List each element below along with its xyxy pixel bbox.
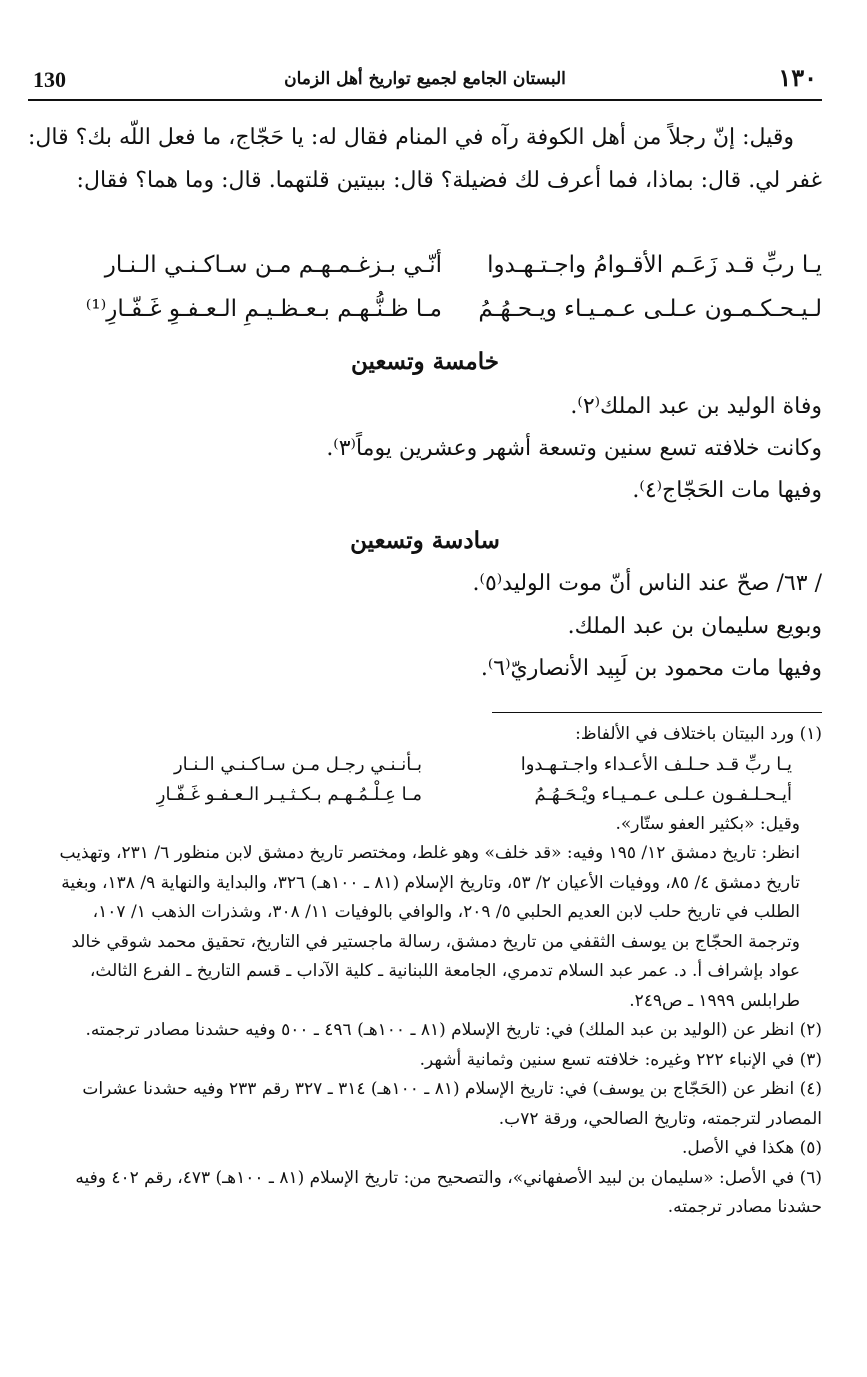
footnotes [40,720,822,1223]
footnote-5: (٥) هكذا في الأصل. [681,1138,822,1158]
footnote-6: (٦) في الأصل: «سليمان بن لبيد الأصفهاني»، والتصحيح من: تاريخ الإسلام (٨١ ـ ١٠٠هـ) ٤٧٣، رقم ٤٠٢ وفيه حشدنا مصادر ترجمته. [75,1167,822,1217]
footnote-1-intro: (١) ورد البيتان باختلاف في الألفاظ: [575,724,822,744]
section-heading-96: سادسة وتسعين [350,527,500,554]
section1-line-2: وكانت خلافته تسع سنين وتسعة أشهر وعشرين يوماً⁽٣⁾. [326,436,822,461]
verse-1-first-hemistich: يـا ربِّ قـد زَعَـم الأقـوامُ واجـتـهـدوا [487,252,822,278]
footnote-2: (٢) انظر عن (الوليد بن عبد الملك) في: تاريخ الإسلام (٨١ ـ ١٠٠هـ) ٤٩٦ ـ ٥٠٠ وفيه حشدنا مصادر ترجمته. [85,1020,822,1040]
footnote-1-variant: وقيل: «بكثير العفو ستّار». [615,813,800,834]
verse-1-second-hemistich: أنّـي بـزغـمـهـم مـن سـاكـنـي الـنـار [104,252,442,278]
footnote-3: (٣) في الإنباء ٢٢٢ وغيره: خلافته تسع سنين وثمانية أشهر. [419,1049,822,1070]
page-number-latin: 130 [33,67,66,92]
fn-verse-2-first-hemistich: أيـحـلـفـون عـلـى عـمـيـاء ويْـحَـهُـمُ [534,783,792,805]
section2-line-1: / ٦٣/ صحّ عند الناس أنّ موت الوليد⁽٥⁾. [472,571,822,596]
intro-paragraph [28,116,822,202]
section2-line-3: وفيها مات محمود بن لَبِيد الأنصاريّ⁽٦⁾. [480,656,822,681]
fn-verse-1-second-hemistich: بـأنـنـي رجـل مـن سـاكـنـي الـنـار [173,753,422,775]
fn-verse-1-first-hemistich: يـا ربِّ قـد حـلـف الأعـداء واجـتـهـدوا [520,753,792,775]
footnote-1-verse-1 [40,750,822,780]
footnote-1-verse-2 [40,780,822,810]
verse-2-second-hemistich: مـا ظـنُّـهـم بـعـظـيـمِ الـعـفـوِ غَـفّـارِ⁽¹⁾ [85,296,442,322]
fn-verse-2-second-hemistich: مـا عِـلْـمُـهـم بـكـثـيـر الـعـفـو غَـفّـارِ [156,783,422,805]
verse-2-first-hemistich: لـيـحـكـمـون عـلـى عـمـيـاء ويـحـهُـمُ [478,296,822,322]
section1-line-1: وفاة الوليد بن عبد الملك⁽٢⁾. [570,394,822,419]
page-header [28,55,822,101]
poem-block [85,252,822,340]
section-heading-95: خامسة وتسعين [351,348,499,375]
running-title: البستان الجامع لجميع تواريخ أهل الزمان [284,69,566,89]
page-number-arabic: ١٣٠ [778,63,817,92]
section1-line-3: وفيها مات الحَجّاج⁽٤⁾. [632,478,822,503]
section2-line-2: وبويع سليمان بن عبد الملك. [567,614,822,639]
footnote-4: (٤) انظر عن (الحَجّاج بن يوسف) في: تاريخ الإسلام (٨١ ـ ١٠٠هـ) ٣١٤ ـ ٣٢٧ رقم ٢٣٣ وفيه حشدنا عشرات المصادر لترجمته، وتاريخ الصالحي، ورقة ٧٢ب. [82,1079,822,1129]
verse-line-2 [85,296,822,340]
intro-text: وقيل: إنّ رجلاً من أهل الكوفة رآه في المنام فقال له: يا حَجّاج، ما فعل اللّه بك؟ قال: غفر لي. قال: بماذا، فما أعرف لك فضيلة؟ قال: ببيتين قلتهما. قال: وما هما؟ فقال: [28,125,822,193]
footnote-divider [492,712,822,713]
footnote-1-references: انظر: تاريخ دمشق ١٢/ ١٩٥ وفيه: «قد خلف» وهو غلط، ومختصر تاريخ دمشق لابن منظور ٦/ ٢٣١، وتهذيب تاريخ دمشق ٤/ ٨٥، ووفيات الأعيان ٢/ ٥٣، وتاريخ الإسلام (٨١ ـ ١٠٠هـ) ٣٢٦، والبداية والنهاية ٩/ ١٣٨، وبغية الطلب في تاريخ حلب لابن العديم الحلبي ٥/ ٢٠٩، والوافي بالوفيات ١١/ ٣٠٨، وشذرات الذهب ١/ ١٠٧، وترجمة الحجّاج بن يوسف الثقفي من تاريخ دمشق، رسالة ماجستير في التاريخ، تحقيق محمد شوقي خالد عواد بإشراف أ. د. عمر عبد السلام تدمري، الجامعة اللبنانية ـ كلية الآداب ـ قسم التاريخ ـ الفرع الثالث، طرابلس ١٩٩٩ ـ ص٢٤٩. [59,843,800,1011]
verse-line-1 [100,252,822,296]
